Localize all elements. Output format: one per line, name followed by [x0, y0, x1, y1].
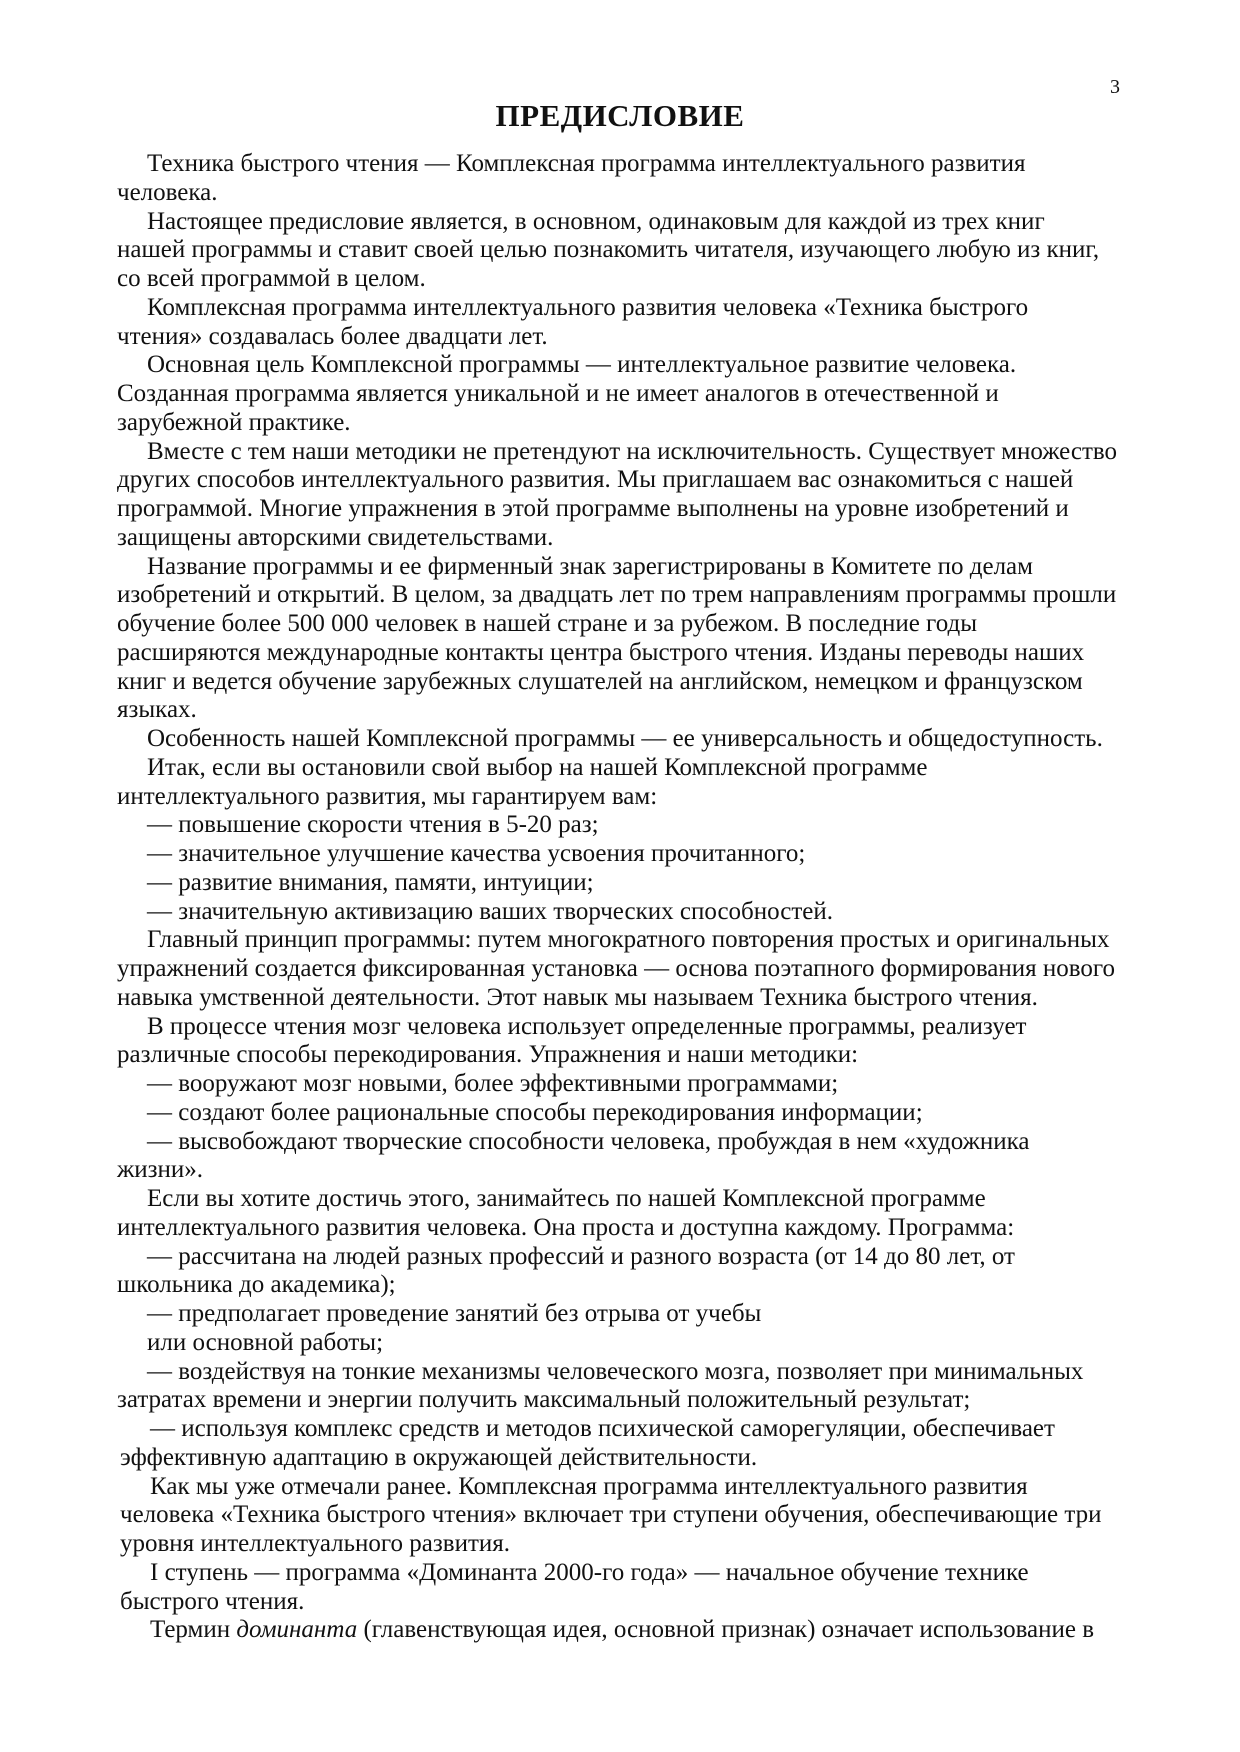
text-line	[150, 1615, 1094, 1644]
text-line: защищены авторскими свидетельствами.	[117, 523, 554, 551]
text-line: Итак, если вы остановили свой выбор на нашей Комплексной программе	[147, 753, 928, 781]
text-line: человека.	[117, 178, 218, 206]
text-line: Название программы и ее фирменный знак зарегистрированы в Комитете по делам	[147, 552, 1033, 580]
text-line: изобретений и открытий. В целом, за двадцать лет по трем направлениям программы прошли	[117, 581, 1117, 609]
text-line: упражнений создается фиксированная установка — основа поэтапного формирования нового	[117, 955, 1116, 982]
text-line: Особенность нашей Комплексной программы — ее универсальность и общедоступность.	[147, 725, 1103, 752]
text-line: программой. Многие упражнения в этой программе выполнены на уровне изобретений и	[117, 495, 1069, 522]
text-line: В процессе чтения мозг человека использует определенные программы, реализует	[147, 1012, 1027, 1040]
text-line: школьника до академика);	[117, 1271, 396, 1299]
text-line: нашей программы и ставит своей целью познакомить читателя, изучающего любую из книг,	[117, 236, 1100, 264]
text-line: — вооружают мозг новыми, более эффективными программами;	[147, 1070, 839, 1097]
text-line: — повышение скорости чтения в 5-20 раз;	[147, 811, 599, 839]
text-line: человека «Техника быстрого чтения» включает три ступени обучения, обеспечивающие три	[120, 1501, 1102, 1529]
text-line: — создают более рациональные способы перекодирования информации;	[147, 1098, 923, 1126]
text-line: Основная цель Комплексной программы — интеллектуальное развитие человека.	[147, 351, 1017, 379]
text-line: Комплексная программа интеллектуального развития человека «Техника быстрого	[147, 293, 1029, 321]
page-title: ПРЕДИСЛОВИЕ	[495, 98, 745, 133]
text-line: зарубежной практике.	[117, 408, 351, 436]
text-line: Главный принцип программы: путем многократного повторения простых и оригинальных	[147, 926, 1110, 954]
text-line: жизни».	[117, 1156, 204, 1184]
text-line: книг и ведется обучение зарубежных слушателей на английском, немецком и французском	[117, 667, 1083, 695]
text-line: интеллектуального развития человека. Она проста и доступна каждому. Программа:	[117, 1213, 1015, 1241]
text-line: языках.	[117, 696, 197, 724]
text-line: быстрого чтения.	[120, 1587, 305, 1615]
text-line: различные способы перекодирования. Упражнения и наши методики:	[117, 1041, 859, 1069]
text-segment: (главенствующая идея, основной признак) означает использование в	[357, 1616, 1095, 1644]
text-line: Как мы уже отмечали ранее. Комплексная программа интеллектуального развития	[150, 1472, 1028, 1500]
text-line: расширяются международные контакты центра быстрого чтения. Изданы переводы наших	[117, 638, 1085, 666]
text-line: эффективную адаптацию в окружающей действительности.	[120, 1443, 758, 1471]
text-line: обучение более 500 000 человек в нашей стране и за рубежом. В последние годы	[117, 610, 977, 637]
text-line: чтения» создавалась более двадцати лет.	[117, 322, 548, 350]
text-line: Вместе с тем наши методики не претендуют на исключительность. Существует множество	[147, 437, 1118, 465]
text-line: Если вы хотите достичь этого, занимайтесь по нашей Комплексной программе	[147, 1185, 986, 1212]
text-line: — используя комплекс средств и методов психической саморегуляции, обеспечивает	[150, 1415, 1055, 1442]
text-line: — рассчитана на людей разных профессий и разного возраста (от 14 до 80 лет, от	[147, 1242, 1015, 1270]
text-line: — высвобождают творческие способности человека, пробуждая в нем «художника	[147, 1127, 1030, 1155]
text-line: Настоящее предисловие является, в основном, одинаковым для каждой из трех книг	[147, 207, 1045, 235]
italic-term: доминанта	[236, 1616, 358, 1644]
text-line: — предполагает проведение занятий без отрыва от учебы	[147, 1300, 762, 1327]
text-line: или основной работы;	[147, 1328, 384, 1356]
text-line: других способов интеллектуального развития. Мы приглашаем вас ознакомиться с нашей	[117, 466, 1074, 494]
text-line: интеллектуального развития, мы гарантируем вам:	[117, 782, 658, 810]
text-line: уровня интеллектуального развития.	[120, 1530, 511, 1557]
text-line: навыка умственной деятельности. Этот навык мы называем Техника быстрого чтения.	[117, 983, 1038, 1011]
page-number: 3	[1110, 76, 1120, 98]
text-line: со всей программой в целом.	[117, 265, 426, 292]
text-line: Техника быстрого чтения — Комплексная программа интеллектуального развития	[147, 150, 1026, 177]
text-segment: Термин	[150, 1616, 237, 1644]
text-line: — значительную активизацию ваших творческих способностей.	[147, 897, 834, 925]
text-line: затратах времени и энергии получить максимальный положительный результат;	[117, 1386, 971, 1414]
text-line: — развитие внимания, памяти, интуиции;	[147, 868, 594, 896]
text-line: I ступень — программа «Доминанта 2000-го года» — начальное обучение технике	[150, 1558, 1029, 1586]
text-line: — воздействуя на тонкие механизмы человеческого мозга, позволяет при минимальных	[147, 1357, 1084, 1385]
text-line: — значительное улучшение качества усвоения прочитанного;	[147, 840, 806, 867]
text-line: Созданная программа является уникальной и не имеет аналогов в отечественной и	[117, 380, 999, 407]
